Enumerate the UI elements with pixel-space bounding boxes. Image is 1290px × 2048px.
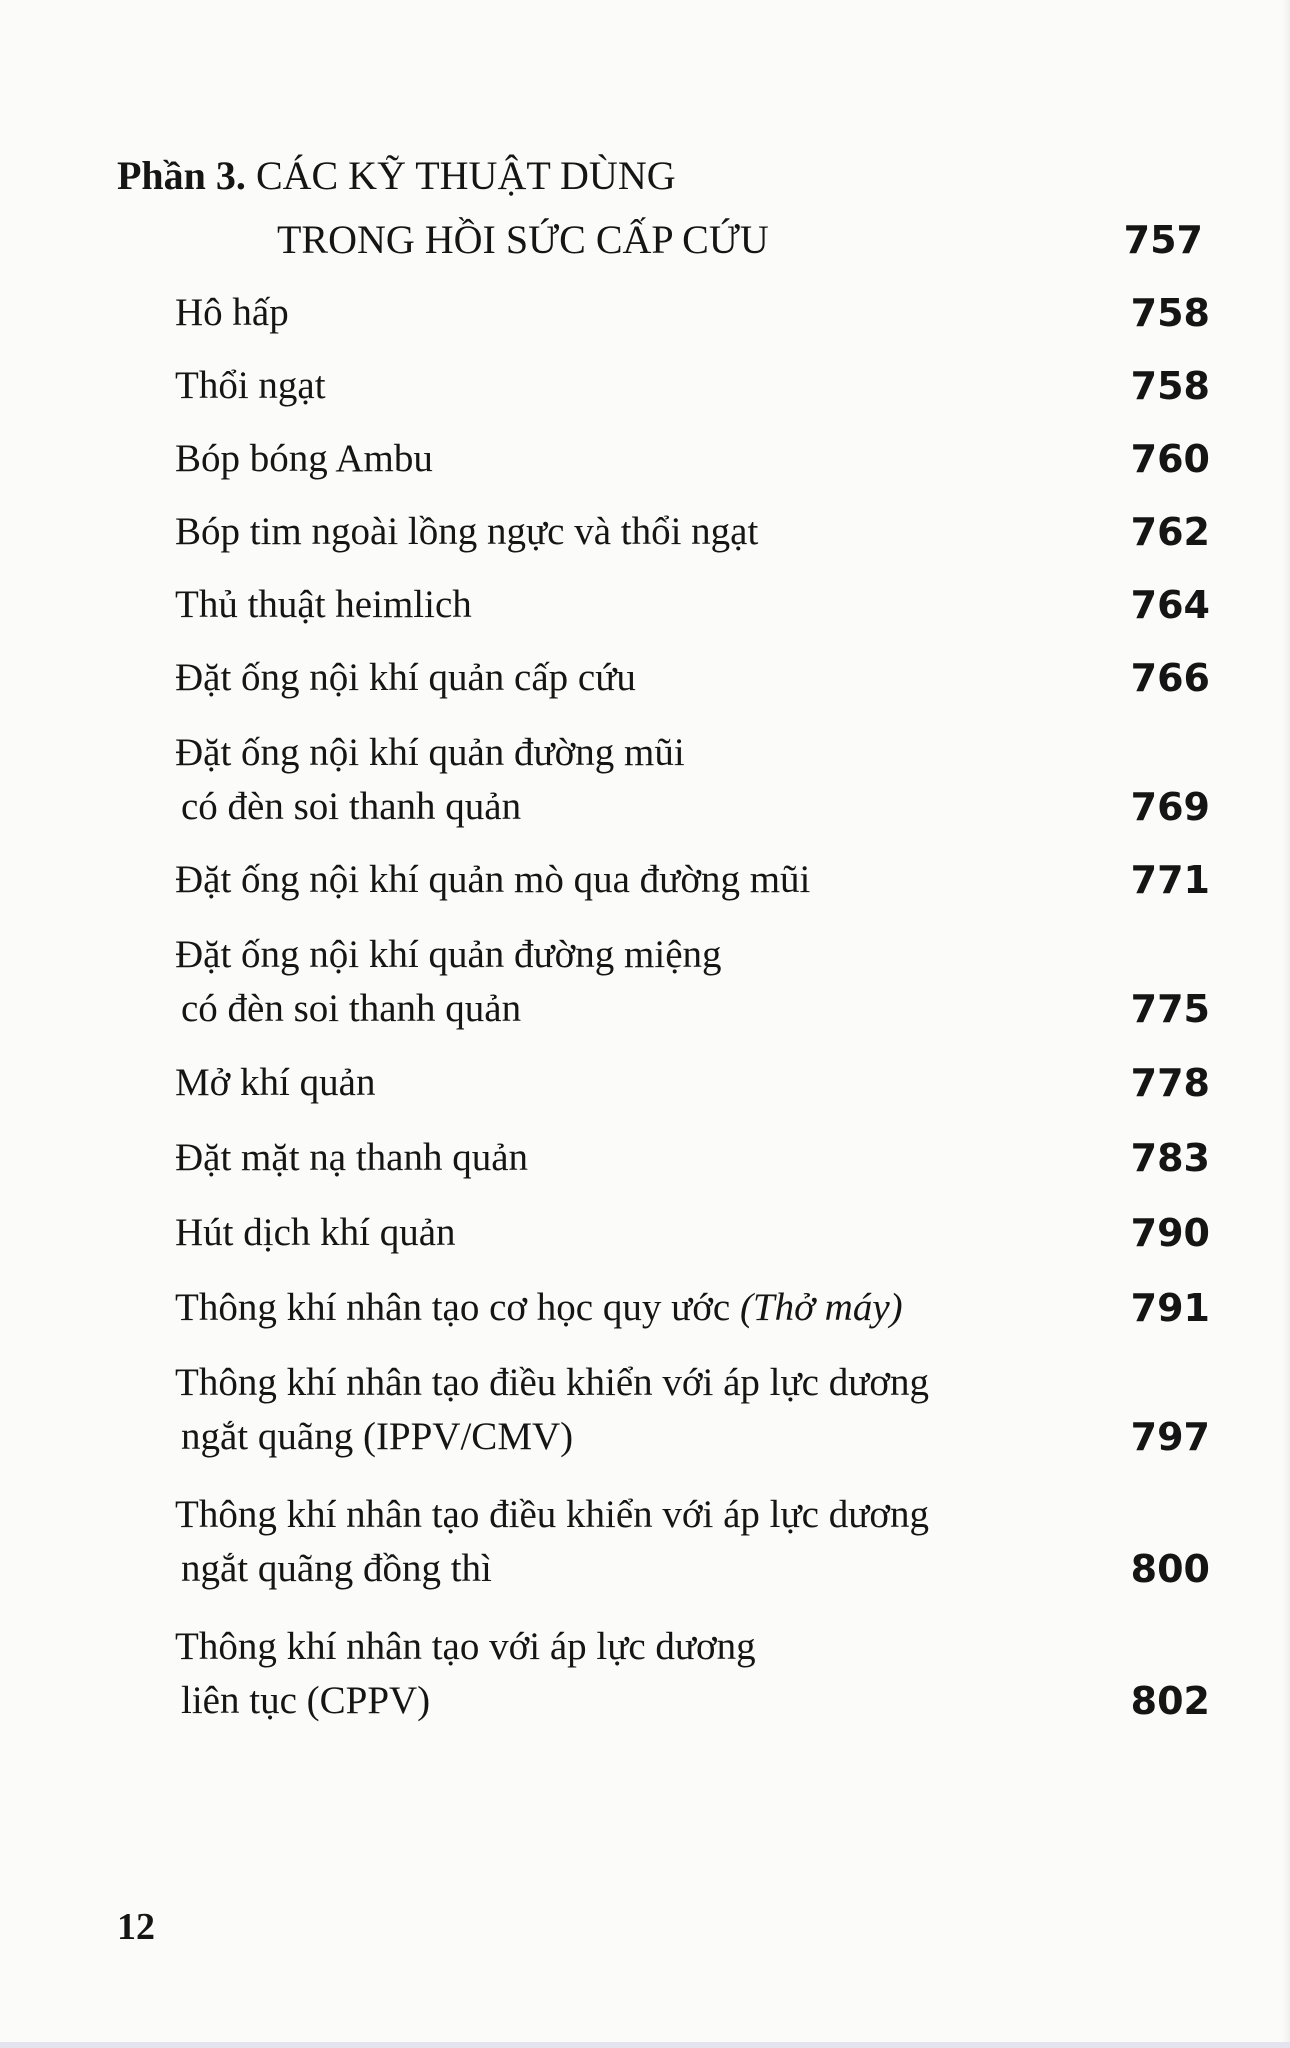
entry-page-number: 778 xyxy=(1130,1061,1210,1105)
entry-title: Đặt mặt nạ thanh quản xyxy=(175,1136,529,1179)
toc-entry[interactable] xyxy=(175,1206,1210,1260)
toc-entry[interactable] xyxy=(175,1281,1210,1335)
entry-page-number: 758 xyxy=(1130,364,1210,408)
entry-title: Thông khí nhân tạo điều khiển với áp lực dương ngắt quãng (IPPV/CMV) xyxy=(175,1361,929,1458)
entry-title: Thông khí nhân tạo điều khiển với áp lực dương ngắt quãng đồng thì xyxy=(175,1493,929,1590)
footer-page-number: 12 xyxy=(117,1906,155,1948)
entry-title: Đặt ống nội khí quản đường miệng có đèn soi thanh quản xyxy=(175,933,722,1030)
entry-page-number: 766 xyxy=(1130,656,1210,700)
toc-entry[interactable] xyxy=(175,1131,1210,1185)
entry-page-number: 771 xyxy=(1130,858,1210,902)
entry-page-number: 764 xyxy=(1130,583,1210,627)
entry-title: Hút dịch khí quản xyxy=(175,1211,456,1254)
section-title-line2: TRONG HỒI SỨC CẤP CỨU xyxy=(277,217,769,262)
toc-entry[interactable] xyxy=(175,1620,1210,1728)
section-title-line1 xyxy=(117,148,676,204)
entry-title: Thông khí nhân tạo với áp lực dương liên tục (CPPV) xyxy=(175,1625,756,1722)
toc-entry[interactable] xyxy=(175,1488,1210,1596)
entry-title: Bóp bóng Ambu xyxy=(175,437,433,480)
entry-page-number: 775 xyxy=(1130,987,1210,1031)
toc-entry[interactable] xyxy=(175,726,1210,834)
entry-title: Hô hấp xyxy=(175,291,289,334)
toc-entry[interactable] xyxy=(175,286,1210,340)
entry-page-number: 760 xyxy=(1130,437,1210,481)
entry-page-number: 802 xyxy=(1130,1679,1210,1723)
entry-page-number: 790 xyxy=(1130,1211,1210,1255)
entry-title: Thổi ngạt xyxy=(175,364,326,407)
entry-title: Đặt ống nội khí quản cấp cứu xyxy=(175,656,636,699)
toc-entry[interactable] xyxy=(175,359,1210,413)
scan-edge-right xyxy=(1282,0,1290,2048)
section-heading xyxy=(117,148,1217,288)
entry-page-number: 769 xyxy=(1130,785,1210,829)
section-prefix: Phần 3. xyxy=(117,153,246,198)
toc-entry[interactable] xyxy=(175,432,1210,486)
entry-title: Đặt ống nội khí quản đường mũi có đèn soi thanh quản xyxy=(175,731,685,828)
toc-entry[interactable] xyxy=(175,1056,1210,1110)
entry-page-number: 797 xyxy=(1130,1415,1210,1459)
toc-entry[interactable] xyxy=(175,853,1210,907)
entry-title: Mở khí quản xyxy=(175,1061,376,1104)
entry-page-number: 783 xyxy=(1130,1136,1210,1180)
entry-page-number: 791 xyxy=(1130,1286,1210,1330)
toc-entry[interactable] xyxy=(175,651,1210,705)
toc-entry[interactable] xyxy=(175,505,1210,559)
entry-page-number: 762 xyxy=(1130,510,1210,554)
entry-title: Thông khí nhân tạo cơ học quy ước (Thở máy) xyxy=(175,1286,903,1329)
entry-title: Bóp tim ngoài lồng ngực và thổi ngạt xyxy=(175,510,759,553)
entry-page-number: 800 xyxy=(1130,1547,1210,1591)
entry-title: Đặt ống nội khí quản mò qua đường mũi xyxy=(175,858,811,901)
entry-title-italic: (Thở máy) xyxy=(739,1286,903,1329)
toc-entry[interactable] xyxy=(175,928,1210,1036)
entry-page-number: 758 xyxy=(1130,291,1210,335)
section-title-text: CÁC KỸ THUẬT DÙNG xyxy=(255,153,676,198)
toc-entry[interactable] xyxy=(175,1356,1210,1464)
toc-entry[interactable] xyxy=(175,578,1210,632)
scan-edge-bottom xyxy=(0,2042,1290,2048)
entry-title: Thủ thuật heimlich xyxy=(175,583,472,626)
section-page-number: 757 xyxy=(1123,218,1203,262)
